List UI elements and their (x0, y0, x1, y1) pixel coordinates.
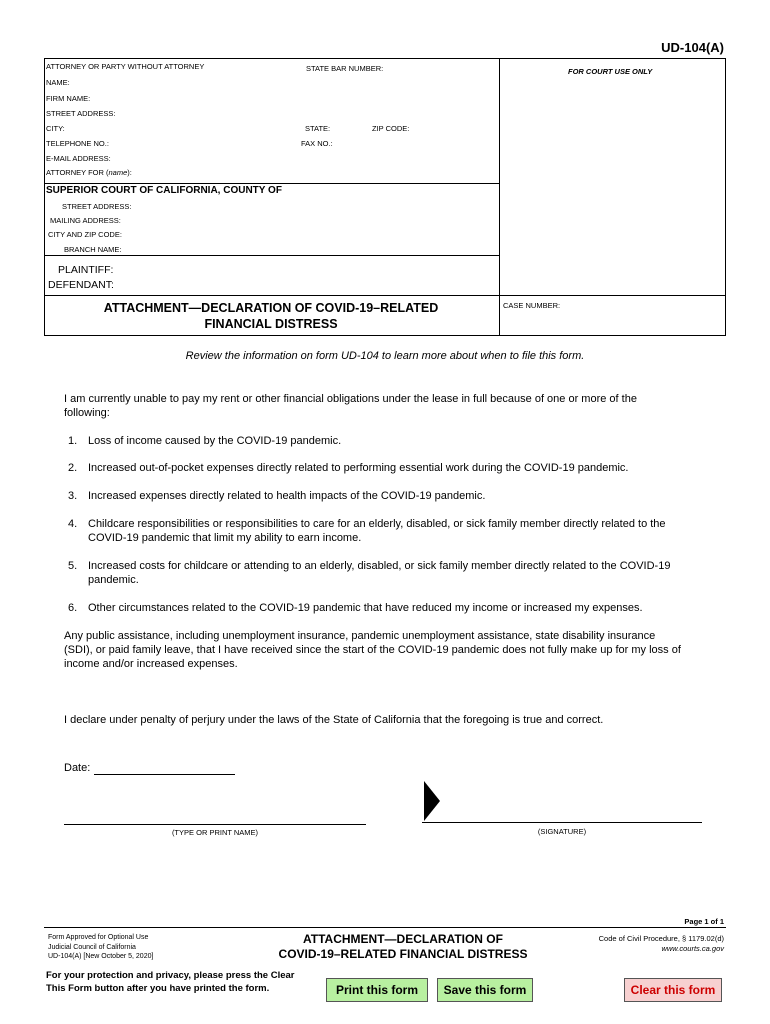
print-name-field[interactable] (64, 824, 366, 825)
footer-rule (44, 927, 726, 928)
branch-label[interactable]: BRANCH NAME: (64, 245, 122, 254)
caption-divider (499, 59, 500, 335)
date-field[interactable] (94, 774, 235, 775)
item-text: Increased costs for childcare or attending to an elderly, disabled, or sick family member directly related to the COVID-19 pandemic. (88, 560, 671, 586)
court-title: SUPERIOR COURT OF CALIFORNIA, COUNTY OF (46, 185, 282, 196)
item-number: 6. (68, 602, 78, 614)
court-mailing-label[interactable]: MAILING ADDRESS: (50, 216, 121, 225)
list-item (68, 489, 688, 503)
print-form-button[interactable]: Print this form (326, 978, 428, 1002)
footer-title-line1: ATTACHMENT—DECLARATION OF (303, 932, 503, 946)
form-title (44, 300, 498, 332)
footer-title (258, 932, 548, 962)
item-number: 1. (68, 435, 78, 447)
state-bar-label: STATE BAR NUMBER: (306, 64, 384, 73)
name-label[interactable]: NAME: (46, 78, 70, 87)
attorney-for-name: name (108, 168, 128, 177)
form-title-line1: ATTACHMENT—DECLARATION OF COVID-19–RELATED (103, 301, 439, 315)
assistance-text: Any public assistance, including unemployment insurance, pandemic unemployment assistance, state disability insurance (SDI), or paid family leave, that I have received since the start of the COVID-19 pandemic does not fully make up for my loss of income and/or increased expenses. (64, 630, 681, 670)
item-text: Loss of income caused by the COVID-19 pandemic. (88, 435, 342, 447)
attorney-label: ATTORNEY OR PARTY WITHOUT ATTORNEY (46, 62, 205, 71)
item-number: 4. (68, 518, 78, 530)
city-label[interactable]: CITY: (46, 124, 65, 133)
court-street-label[interactable]: STREET ADDRESS: (62, 202, 132, 211)
list-item (68, 601, 688, 615)
attorney-for-prefix: ATTORNEY FOR ( (46, 168, 109, 177)
item-text: Increased expenses directly related to health impacts of the COVID-19 pandemic. (88, 490, 486, 502)
footer-title-line2: COVID-19–RELATED FINANCIAL DISTRESS (278, 947, 528, 961)
form-id: UD-104(A) (661, 40, 724, 55)
parties-divider (45, 255, 499, 256)
intro-text: I am currently unable to pay my rent or other financial obligations under the lease in full because of one or more of the following: (64, 393, 637, 419)
type-name-label: (TYPE OR PRINT NAME) (171, 828, 259, 837)
form-title-line2: FINANCIAL DISTRESS (204, 317, 338, 331)
state-label[interactable]: STATE: (305, 124, 331, 133)
date-label: Date: (64, 762, 91, 774)
firm-name-label[interactable]: FIRM NAME: (46, 94, 91, 103)
list-item (68, 517, 688, 545)
code-line: Code of Civil Procedure, § 1179.02(d) (598, 934, 724, 943)
signature-field[interactable] (422, 822, 702, 823)
approval-line: Form Approved for Optional Use (48, 934, 149, 941)
fax-label[interactable]: FAX NO.: (301, 139, 333, 148)
title-divider (45, 295, 725, 296)
attorney-for-label[interactable] (46, 168, 132, 177)
item-number: 5. (68, 560, 78, 572)
clear-form-button[interactable]: Clear this form (624, 978, 722, 1002)
street-address-label[interactable]: STREET ADDRESS: (46, 109, 116, 118)
declaration-text: I declare under penalty of perjury under the laws of the State of California that the foregoing is true and correct. (64, 714, 604, 726)
zip-label[interactable]: ZIP CODE: (372, 124, 410, 133)
plaintiff-label[interactable]: PLAINTIFF: (58, 264, 114, 276)
save-form-button[interactable]: Save this form (437, 978, 533, 1002)
item-text: Childcare responsibilities or responsibilities to care for an elderly, disabled, or sick family member directly related to the COVID-19 pandemic that limit my ability to earn income. (88, 518, 666, 544)
attorney-for-suffix: ): (127, 168, 132, 177)
signature-arrow-icon (424, 781, 440, 821)
email-label[interactable]: E-MAIL ADDRESS: (46, 154, 111, 163)
telephone-label[interactable]: TELEPHONE NO.: (46, 139, 109, 148)
review-note: Review the information on form UD-104 to learn more about when to file this form. (185, 350, 585, 362)
defendant-label[interactable]: DEFENDANT: (48, 279, 114, 291)
court-use-label: FOR COURT USE ONLY (568, 67, 653, 76)
privacy-line: This Form button after you have printed the form. (46, 983, 270, 994)
privacy-line: For your protection and privacy, please press the Clear (46, 970, 295, 981)
list-item (68, 434, 688, 448)
code-citation (599, 934, 724, 954)
approval-note (48, 933, 153, 962)
case-number-label[interactable]: CASE NUMBER: (503, 301, 561, 310)
item-text: Other circumstances related to the COVID-19 pandemic that have reduced my income or increased my expenses. (88, 602, 643, 614)
page-number: Page 1 of 1 (684, 917, 724, 926)
courts-url: www.courts.ca.gov (661, 944, 724, 953)
item-text: Increased out-of-pocket expenses directly related to performing essential work during the COVID-19 pandemic. (88, 462, 629, 474)
list-item (68, 461, 688, 475)
approval-line: Judicial Council of California (48, 943, 136, 951)
court-city-label[interactable]: CITY AND ZIP CODE: (48, 230, 122, 239)
item-number: 3. (68, 490, 78, 502)
approval-line: UD-104(A) [New October 5, 2020] (48, 953, 154, 960)
list-item (68, 559, 688, 587)
item-number: 2. (68, 462, 78, 474)
court-divider (45, 183, 499, 184)
privacy-note (46, 969, 294, 995)
caption-box (44, 58, 726, 336)
signature-label: (SIGNATURE) (537, 827, 587, 836)
